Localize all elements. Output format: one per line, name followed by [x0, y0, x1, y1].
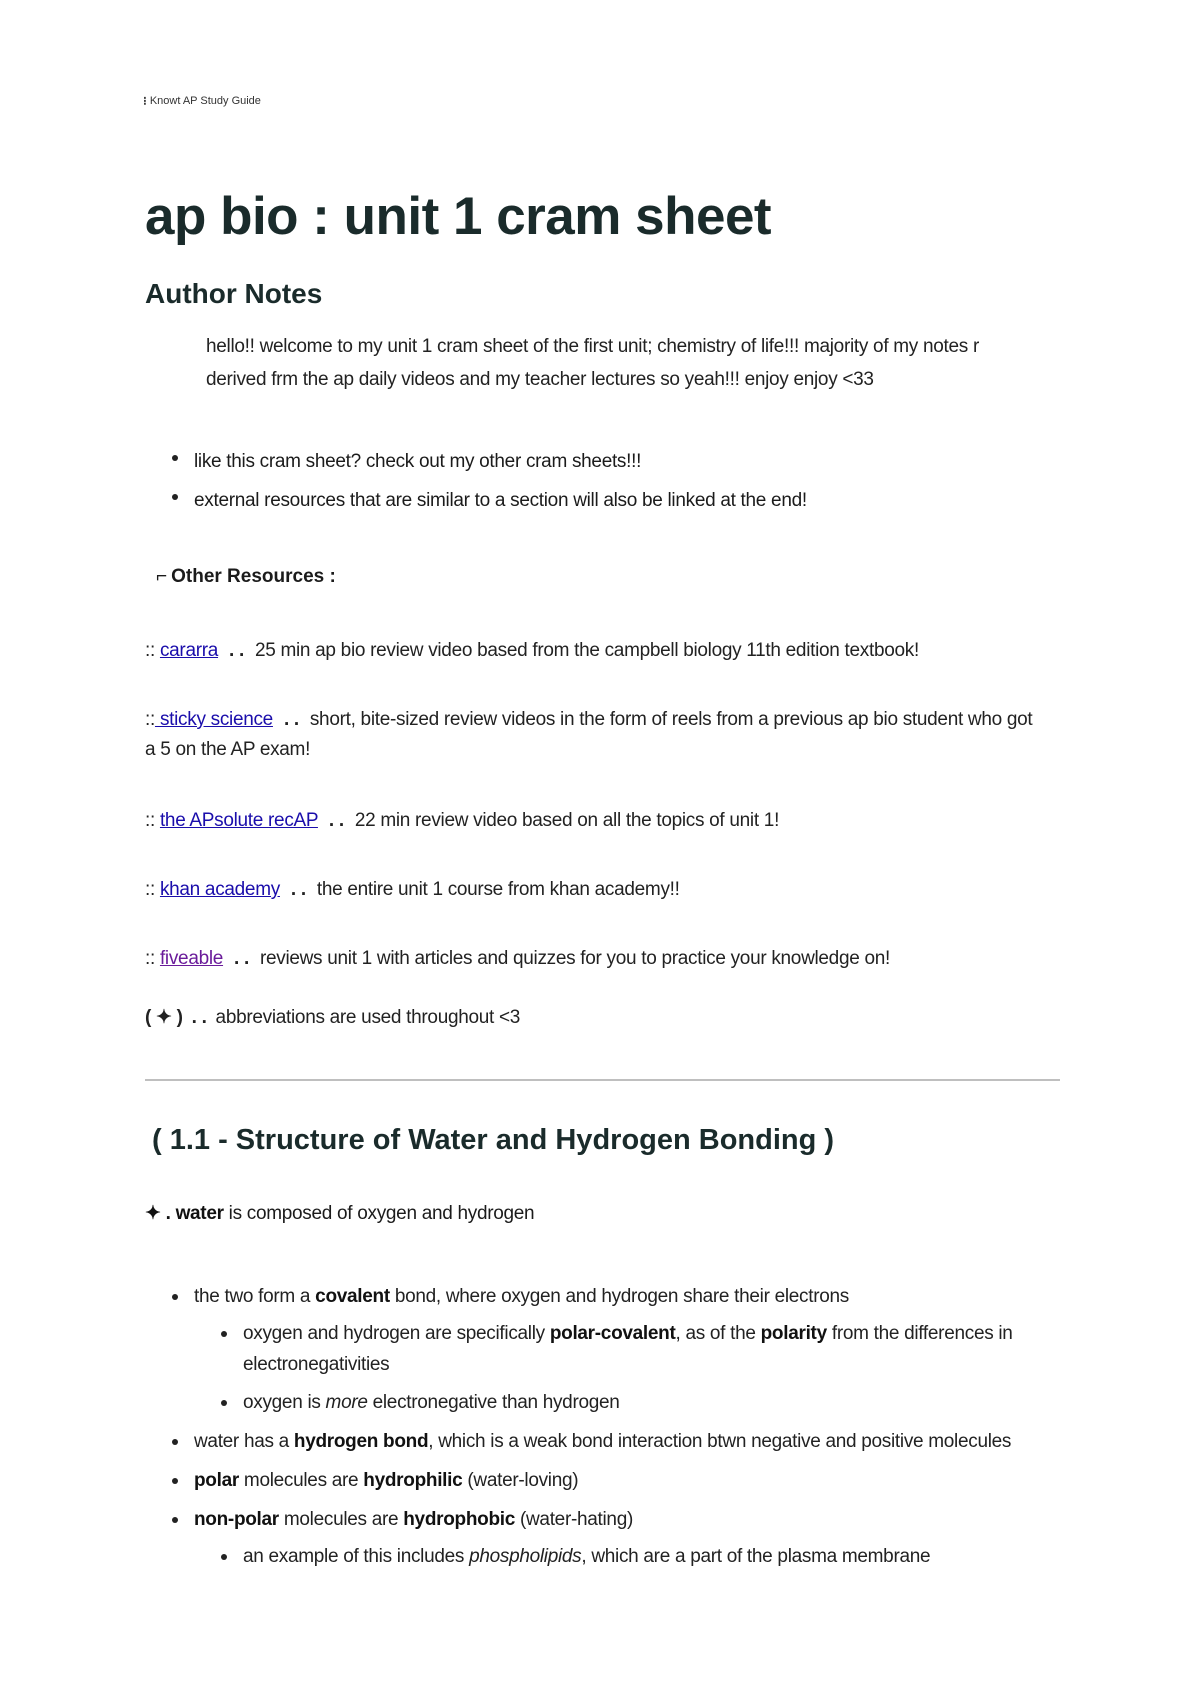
text-run: oxygen and hydrogen are specifically: [243, 1323, 550, 1344]
section-divider: [145, 1079, 1060, 1081]
intro-bold: water: [175, 1203, 224, 1224]
doc-header: [143, 94, 261, 108]
abbr-dots: . .: [191, 1007, 207, 1028]
author-note: hello!! welcome to my unit 1 cram sheet of the first unit; chemistry of life!!! majority of my notes r derived frm the ap daily videos and my teacher lectures so yeah!!! enjoy enjoy <33: [206, 336, 979, 390]
section-bullet-list: [194, 1281, 1034, 1580]
text-run: oxygen is: [243, 1392, 326, 1413]
list-item: external resources that are similar to a section will also be linked at the end!: [194, 481, 1074, 520]
list-item: [243, 1387, 1034, 1418]
text-run: (water-loving): [462, 1470, 579, 1491]
header-label: Knowt AP Study Guide: [149, 95, 261, 107]
corner-icon: ⌐: [156, 566, 168, 587]
italic-term: phospholipids: [469, 1546, 582, 1567]
intro-text: is composed of oxygen and hydrogen: [223, 1203, 535, 1224]
resource-text: 25 min ap bio review video based from the campbell biology 11th edition textbook!: [254, 640, 919, 661]
resource-text: the entire unit 1 course from khan academy!!: [316, 879, 680, 900]
resource-prefix: ::: [145, 948, 155, 969]
bold-term: covalent: [315, 1286, 390, 1307]
list-item: [194, 1281, 1034, 1418]
text-run: (water-hating): [515, 1509, 633, 1530]
other-resources-heading: [156, 566, 336, 588]
list-item: [194, 1426, 1034, 1457]
text-run: electronegative than hydrogen: [367, 1392, 620, 1413]
italic-term: more: [325, 1392, 368, 1413]
resource-prefix: ::: [145, 879, 155, 900]
resource-prefix: ::: [145, 640, 155, 661]
bold-term: hydrophobic: [403, 1509, 515, 1530]
knowt-logo-icon: ⁝: [143, 94, 147, 108]
text-run: the two form a: [194, 1286, 316, 1307]
list-item: [194, 1465, 1034, 1496]
sparkle-icon: ✦ .: [145, 1203, 171, 1224]
text-run: molecules are: [238, 1470, 364, 1491]
section-intro: [145, 1202, 534, 1225]
list-item: [243, 1541, 1034, 1572]
resource-dots: . .: [234, 948, 249, 969]
resource-item: [145, 875, 1045, 905]
section-heading: ( 1.1 - Structure of Water and Hydrogen Bonding ): [152, 1124, 835, 1156]
list-item: like this cram sheet? check out my other cram sheets!!!: [194, 442, 1074, 481]
text-run: , as of the: [675, 1323, 761, 1344]
sub-list: [243, 1541, 1034, 1572]
text-run: water has a: [194, 1431, 294, 1452]
resource-dots: . .: [328, 810, 344, 831]
text-run: bond, where oxygen and hydrogen share their electrons: [389, 1286, 849, 1307]
abbr-text: abbreviations are used throughout <3: [215, 1007, 521, 1028]
text-run: , which are a part of the plasma membrane: [581, 1546, 931, 1567]
other-resources-label: Other Resources :: [171, 566, 336, 587]
resource-item: [145, 806, 1045, 836]
abbreviations-note: [145, 1006, 520, 1029]
text-run: molecules are: [278, 1509, 404, 1530]
text-run: from the differences in electronegativities: [243, 1323, 1013, 1375]
sparkle-icon: ( ✦ ): [145, 1007, 183, 1028]
resource-dots: . .: [283, 709, 299, 730]
author-notes-heading: Author Notes: [145, 278, 323, 309]
intro-bullet-list: [194, 442, 1074, 520]
resource-link-khan-academy[interactable]: khan academy: [159, 879, 280, 900]
page-title: ap bio : unit 1 cram sheet: [145, 187, 772, 246]
resource-dots: . .: [229, 640, 244, 661]
bold-term: polar: [194, 1470, 239, 1491]
resource-text: reviews unit 1 with articles and quizzes for you to practice your knowledge on!: [259, 948, 890, 969]
text-run: , which is a weak bond interaction btwn negative and positive molecules: [428, 1431, 1012, 1452]
bold-term: polarity: [760, 1323, 827, 1344]
resource-item: [145, 944, 1045, 974]
bold-term: polar-covalent: [549, 1323, 676, 1344]
resource-link-apsolute-recap[interactable]: the APsolute recAP: [159, 810, 318, 831]
bold-term: hydrophilic: [363, 1470, 463, 1491]
resource-text: 22 min review video based on all the topics of unit 1!: [354, 810, 780, 831]
resource-link-fiveable[interactable]: fiveable: [159, 948, 224, 969]
bold-term: hydrogen bond: [293, 1431, 429, 1452]
resource-item: [145, 636, 1045, 666]
sub-list: [243, 1318, 1034, 1418]
list-item: [194, 1504, 1034, 1572]
resource-text: short, bite-sized review videos in the form of reels from a previous ap bio student who got a 5 on the AP exam!: [145, 709, 1033, 760]
text-run: an example of this includes: [243, 1546, 470, 1567]
resource-prefix: ::: [145, 810, 155, 831]
list-item: [243, 1318, 1034, 1380]
resource-dots: . .: [290, 879, 306, 900]
bold-term: non-polar: [194, 1509, 279, 1530]
resource-link-sticky-science[interactable]: sticky science: [154, 709, 273, 730]
resource-item: [145, 705, 1045, 765]
resource-link-carrara[interactable]: cararra: [159, 640, 219, 661]
resource-prefix: ::: [145, 709, 155, 730]
